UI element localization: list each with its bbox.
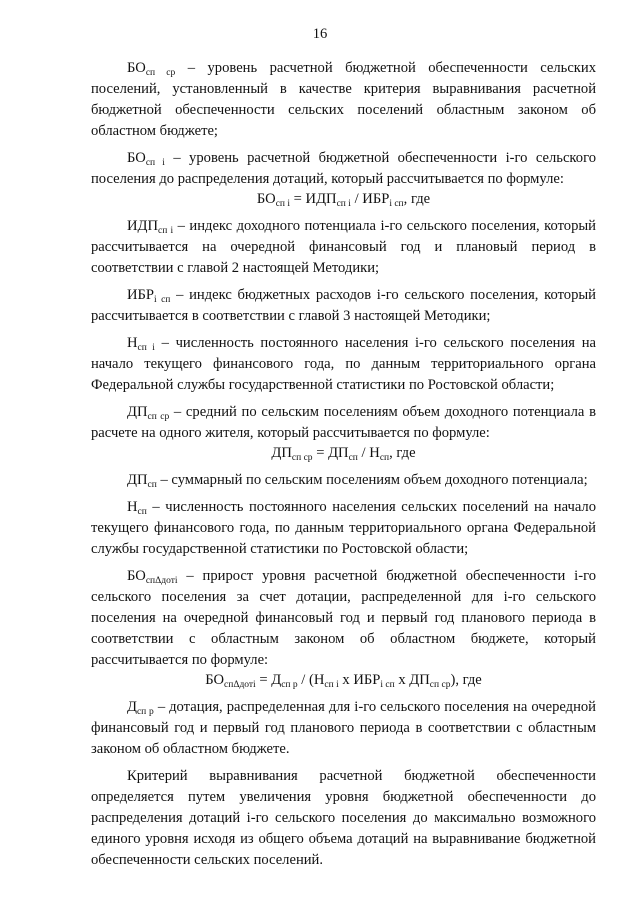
subscript: сп ср <box>291 453 313 464</box>
subscript: сп i <box>324 680 339 691</box>
formula-op: = <box>290 191 306 208</box>
formula-op: = <box>312 445 329 462</box>
paragraph-dp-sp <box>91 470 596 491</box>
paragraph-ibr <box>91 285 596 327</box>
subscript: сп i <box>137 342 155 353</box>
formula-tail: , где <box>455 672 482 689</box>
paragraph-dp-sp-sr <box>91 402 596 444</box>
paragraph-text: – уровень расчетной бюджетной обеспеченности сельских поселений, установленный в качестве критерия выравнивания расчетной бюджетной обеспеченности сельских поселений областным законом об областном бюджете; <box>91 60 596 139</box>
term-dp: ДП <box>127 472 148 489</box>
paragraph-bo-sp-delta <box>91 566 596 671</box>
subscript: сп <box>147 480 157 491</box>
subscript: сп <box>137 507 147 518</box>
subscript: сп <box>348 453 358 464</box>
subscript: спΔдотi <box>224 680 256 691</box>
term-dp: ДП <box>271 445 292 462</box>
term-bo: БО <box>256 191 276 208</box>
formula-op: ) <box>450 672 456 689</box>
term-bo: БО <box>127 149 146 166</box>
term-d: Д <box>127 699 137 716</box>
subscript: сп i <box>275 199 291 210</box>
formula-op: x <box>394 672 410 689</box>
term-ibr: ИБР <box>362 191 390 208</box>
subscript: сп i <box>336 199 351 210</box>
term-dp: ДП <box>127 403 148 420</box>
term-dp: ДП <box>409 672 430 689</box>
subscript: сп ср <box>147 411 170 422</box>
document-body <box>91 58 596 871</box>
subscript: i сп <box>380 680 395 691</box>
term-idp: ИДП <box>127 218 159 235</box>
subscript: сп р <box>136 707 154 718</box>
subscript: сп ср <box>429 680 451 691</box>
paragraph-text: – индекс доходного потенциала i-го сельского поселения, который рассчитывается на очередной финансовый год и плановый период в соответствии с главой 2 настоящей Методики; <box>91 218 596 277</box>
subscript: сп ср <box>145 68 176 78</box>
subscript: сп i <box>158 226 174 237</box>
term-n: Н <box>369 445 380 462</box>
paragraph-n-sp-i <box>91 333 596 396</box>
paragraph-n-sp <box>91 497 596 560</box>
paragraph-idp <box>91 216 596 279</box>
paragraph-bo-sp-sr <box>91 58 596 142</box>
subscript: сп <box>379 453 390 464</box>
formula-tail: , где <box>389 445 416 462</box>
term-n: Н <box>313 672 325 689</box>
paragraph-text: – численность постоянного населения i-го сельского поселения на начало текущего финансового года, по данным территориального органа Федеральной службы государственной статистики по Ростовской области; <box>91 334 596 393</box>
paragraph-text: – уровень расчетной бюджетной обеспеченности i-го сельского поселения до распределения дотаций, который рассчитывается по формуле: <box>91 149 596 187</box>
term-n: Н <box>127 499 138 516</box>
term-bo: БО <box>127 567 146 584</box>
formula-tail: , где <box>403 191 431 208</box>
term-dp: ДП <box>328 445 349 462</box>
paragraph-text: – численность постоянного населения сельских поселений на начало текущего финансового года, по данным территориального органа Федеральной службы государственной статистики по Ростовской области; <box>91 499 597 558</box>
paragraph-text: – дотация, распределенная для i-го сельского поселения на очередной финансовый год и первый год планового периода в соответствии с областным законом об областном бюджете. <box>91 699 596 758</box>
paragraph-criterion: Критерий выравнивания расчетной бюджетной обеспеченности определяется путем увеличения уровня бюджетной обеспеченности до распределения дотаций i-го сельского поселения до максимально возможного единого уровня исходя из общего объема дотаций на выравнивание бюджетной обеспеченности сельских поселений. <box>91 768 596 868</box>
subscript: i сп <box>389 199 404 210</box>
paragraph-text: – суммарный по сельским поселениям объем доходного потенциала; <box>160 472 588 489</box>
term-ibr: ИБР <box>353 672 381 689</box>
term-bo: БО <box>205 672 225 689</box>
formula-op: / ( <box>297 672 314 689</box>
formula-dp-sp-sr <box>91 443 596 464</box>
subscript: сп i <box>145 157 165 168</box>
term-bo: БО <box>127 60 146 76</box>
paragraph-text: – прирост уровня расчетной бюджетной обеспеченности i-го сельского поселения за счет дотации, распределенной для i-го сельского поселения на очередной финансовый год и первый год планового периода в соответствии с областным законом об областном бюджете, который рассчитывается по формуле: <box>91 567 596 668</box>
subscript: i сп <box>154 295 171 306</box>
subscript: сп р <box>281 680 298 691</box>
paragraph-d-sp-r <box>91 697 596 760</box>
formula-bo-sp-delta <box>91 670 596 691</box>
paragraph-bo-sp-i <box>91 148 596 190</box>
term-ibr: ИБР <box>127 287 155 304</box>
term-d: Д <box>271 672 282 689</box>
formula-op: = <box>255 672 272 689</box>
subscript: спΔдотi <box>145 575 178 586</box>
paragraph-text: – средний по сельским поселениям объем доходного потенциала в расчете на одного жителя, который рассчитывается по формуле: <box>91 403 596 441</box>
formula-op: / <box>350 191 363 208</box>
term-idp: ИДП <box>305 191 337 208</box>
term-n: Н <box>127 334 138 351</box>
page-number: 16 <box>312 26 328 42</box>
paragraph-text: – индекс бюджетных расходов i-го сельского поселения, который рассчитывается в соответствии с главой 3 настоящей Методики; <box>91 287 596 324</box>
formula-bo-sp-i <box>91 189 596 210</box>
formula-op: x <box>338 672 354 689</box>
formula-op: / <box>357 445 370 462</box>
